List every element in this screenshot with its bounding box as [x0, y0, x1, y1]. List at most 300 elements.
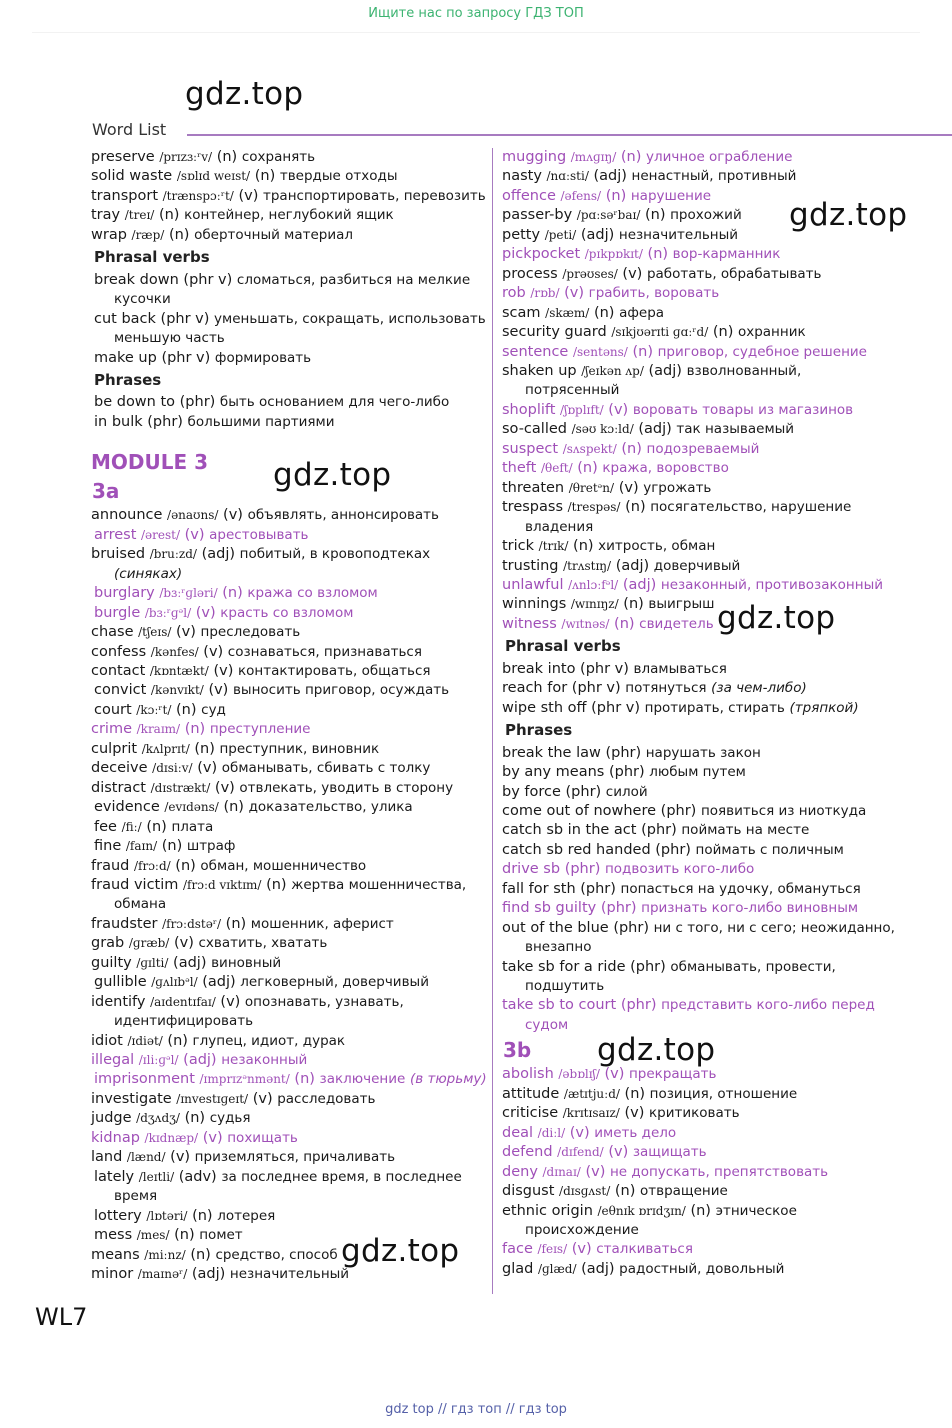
translation: преступление [209, 721, 311, 738]
headword: shaken up [502, 362, 577, 379]
entry-continuation [91, 565, 486, 584]
translation: потрясенный [525, 382, 620, 399]
vocab-entry [502, 1124, 922, 1143]
translation: идентифицировать [114, 1013, 254, 1030]
translation: прекращать [628, 1066, 717, 1083]
headword: find sb guilty [502, 900, 597, 917]
headword: abolish [502, 1066, 554, 1083]
vocab-entry [502, 479, 922, 498]
vocab-entry [502, 1260, 922, 1279]
translation: так называемый [676, 421, 795, 438]
headword: by any means [502, 764, 605, 781]
headword: imprisonment [94, 1071, 195, 1088]
vocab-entry [502, 1143, 922, 1162]
transcription: /trʌstɪŋ/ [563, 558, 612, 573]
translation: побитый, в кровоподтеках [239, 546, 431, 563]
part-of-speech: (n) [605, 187, 627, 204]
transcription: /kənfes/ [150, 644, 199, 659]
part-of-speech: (phr v) [160, 310, 210, 327]
translation: твердые отходы [279, 168, 398, 185]
part-of-speech: (phr) [600, 900, 637, 917]
translation: взволнованный, [686, 362, 802, 379]
transcription: /kɔːʳt/ [136, 702, 172, 717]
part-of-speech: (phr) [641, 822, 677, 839]
entry-continuation [91, 1187, 486, 1206]
translation: поймать с поличным [695, 841, 844, 858]
headword: trespass [502, 499, 564, 516]
vocab-entry [502, 245, 922, 264]
part-of-speech: (n) [577, 460, 598, 477]
translation: незначительный [229, 1266, 350, 1283]
vocab-entry [91, 1226, 486, 1245]
headword: drive sb [502, 861, 561, 878]
vocab-entry [502, 167, 922, 186]
headword: security guard [502, 324, 607, 341]
part-of-speech: (adj) [580, 226, 615, 243]
part-of-speech: (n) [176, 701, 197, 718]
headword: rob [502, 285, 526, 302]
translation: приземляться, причаливать [194, 1149, 396, 1166]
vocab-entry [91, 1032, 486, 1051]
entry-continuation [91, 329, 486, 348]
headword: take sb for a ride [502, 958, 626, 975]
vocab-entry [502, 440, 922, 459]
transcription: /sʌspekt/ [562, 441, 617, 456]
translation: незаконный [221, 1052, 308, 1069]
transcription: /ɪnvestɪɡeɪt/ [176, 1091, 249, 1106]
transcription: /dɪstrækt/ [150, 780, 211, 795]
vocab-entry [91, 915, 486, 934]
top-divider [32, 32, 920, 33]
transcription: /aɪdentɪfaɪ/ [150, 994, 216, 1009]
translation: появиться из ниоткуда [700, 802, 867, 819]
vocab-entry [91, 526, 486, 545]
translation: глупец, идиот, дурак [192, 1032, 346, 1049]
headword: guilty [91, 954, 132, 971]
headword: offence [502, 187, 556, 204]
vocab-entry [502, 401, 922, 420]
transcription: /bruːzd/ [149, 547, 197, 562]
part-of-speech: (n) [573, 538, 594, 555]
vocab-entry [91, 187, 486, 206]
headword: culprit [91, 740, 138, 757]
vocab-entry [502, 699, 922, 718]
headword: fine [94, 838, 122, 855]
vocab-entry [91, 413, 486, 432]
headword: make up [94, 349, 157, 366]
translation: иметь дело [594, 1124, 677, 1141]
headword: reach for [502, 680, 568, 697]
headword: face [502, 1241, 533, 1258]
vocab-entry [502, 763, 922, 782]
translation: любым путем [649, 764, 746, 781]
transcription: /prɪzɜːʳv/ [159, 150, 213, 164]
vocab-entry [91, 759, 486, 778]
headword: fraud [91, 857, 130, 874]
translation: красть со взломом [220, 604, 354, 621]
translation: этническое [715, 1202, 797, 1219]
vocab-entry [91, 1090, 486, 1109]
translation: нарушение [630, 187, 712, 204]
vocab-entry [91, 876, 486, 895]
headword: process [502, 265, 558, 282]
translation: объявлять, аннонсировать [247, 507, 440, 524]
part-of-speech: (n) [690, 1202, 711, 1219]
translation: критиковать [648, 1105, 740, 1122]
headword: court [94, 701, 132, 718]
translation: средство, способ [215, 1246, 338, 1263]
page-label: WL7 [35, 1303, 88, 1331]
vocab-entry [502, 420, 922, 439]
transcription: /leɪtli/ [138, 1169, 175, 1184]
part-of-speech: (n) [625, 499, 646, 516]
headword: grab [91, 935, 125, 952]
transcription: /trespəs/ [567, 500, 621, 515]
watermark: gdz.top [717, 600, 836, 636]
headword: contact [91, 662, 146, 679]
translation: подозреваемый [646, 440, 760, 457]
vocab-entry [91, 1265, 486, 1284]
translation: незначительный [618, 226, 739, 243]
transcription: /evɪdəns/ [164, 800, 219, 815]
headword: convict [94, 682, 147, 699]
headword: defend [502, 1144, 553, 1161]
transcription: /θeft/ [540, 461, 573, 476]
headword: preserve [91, 149, 155, 165]
translation: позиция, отношение [649, 1085, 798, 1102]
vocab-entry [91, 993, 486, 1012]
part-of-speech: (n) [624, 1085, 646, 1102]
transcription: /dʒʌdʒ/ [136, 1111, 180, 1126]
vocab-entry [91, 349, 486, 368]
transcription: /lɒtəri/ [146, 1208, 188, 1223]
vocab-entry [502, 343, 922, 362]
vocab-entry [502, 841, 922, 860]
vocab-entry [91, 662, 486, 681]
vocab-entry [502, 284, 922, 303]
vocab-entry [91, 584, 486, 603]
headword: deceive [91, 760, 148, 777]
translation: арестовывать [209, 526, 309, 543]
headword: trick [502, 538, 535, 555]
headword: investigate [91, 1090, 172, 1107]
part-of-speech: (v) [238, 187, 259, 204]
translation: поймать на месте [681, 822, 810, 839]
headword: solid waste [91, 168, 173, 185]
headword: deal [502, 1124, 534, 1141]
vocab-entry [91, 1207, 486, 1226]
translation: прохожий [670, 207, 742, 224]
vocab-entry [91, 545, 486, 564]
vocab-entry [91, 167, 486, 186]
headword: suspect [502, 440, 559, 457]
translation: нарушать закон [645, 744, 761, 761]
part-of-speech: (n) [647, 246, 669, 263]
translation: судом [525, 1016, 569, 1033]
translation: ни с того, ни с сего; неожиданно, [653, 919, 895, 936]
headword: come out of nowhere [502, 802, 657, 819]
translation: уличное ограбление [646, 149, 793, 165]
part-of-speech: (n) [593, 304, 615, 321]
translation: судья [209, 1110, 251, 1127]
part-of-speech: (n) [225, 915, 247, 932]
entry-continuation [502, 381, 922, 400]
headword: kidnap [91, 1129, 140, 1146]
translation: штраф [186, 838, 236, 855]
part-of-speech: (v) [208, 682, 229, 699]
module-heading: MODULE 3 [91, 450, 209, 475]
part-of-speech: (n) [192, 1207, 213, 1224]
right-column [502, 148, 922, 1279]
transcription: /ɪmprɪzᵊnmənt/ [199, 1072, 290, 1087]
translation: схватить, хватать [198, 935, 328, 952]
translation: подшутить [525, 978, 605, 995]
part-of-speech: (v) [622, 265, 643, 282]
part-of-speech: (adj) [173, 954, 207, 971]
headword: illegal [91, 1052, 135, 1069]
part-of-speech: (n) [294, 1071, 315, 1088]
translation: сломаться, разбиться на мелкие [236, 271, 471, 288]
translation: отвлекать, уводить в сторону [239, 779, 454, 796]
vocab-entry [91, 1148, 486, 1167]
translation: оберточный материал [194, 226, 354, 243]
section-heading: Phrasal verbs [505, 637, 621, 656]
vocab-entry [502, 595, 922, 614]
headword: disgust [502, 1183, 555, 1200]
transcription: /trɪk/ [538, 539, 569, 554]
transcription: /ɡɪlti/ [136, 955, 169, 970]
vocab-entry [502, 1065, 922, 1084]
headword: unlawful [502, 576, 564, 593]
headword: gullible [94, 974, 147, 991]
entry-continuation [502, 1221, 922, 1240]
headword: evidence [94, 799, 160, 816]
headword: announce [91, 507, 163, 524]
vocab-entry [502, 958, 922, 977]
vocab-entry [91, 623, 486, 642]
transcription: /mʌɡɪŋ/ [570, 150, 617, 164]
part-of-speech: (n) [614, 615, 635, 632]
transcription: /ɪdiət/ [127, 1033, 163, 1048]
part-of-speech: (v) [223, 507, 243, 524]
vocab-entry [91, 954, 486, 973]
part-of-speech: (phr) [605, 744, 642, 761]
translation: охранник [737, 324, 806, 341]
translation: внезапно [525, 939, 592, 956]
transcription: /faɪn/ [125, 839, 158, 854]
vocab-entry [502, 821, 922, 840]
vocab-entry [502, 1240, 922, 1259]
part-of-speech: (adj) [191, 1266, 226, 1283]
headword: idiot [91, 1032, 123, 1049]
translation: контактировать, общаться [237, 662, 431, 679]
part-of-speech: (v) [564, 285, 585, 302]
translation: кража со взломом [247, 585, 378, 602]
headword: so-called [502, 421, 567, 438]
translation: похищать [227, 1129, 298, 1146]
transcription: /pɑːsəʳbaɪ/ [576, 208, 641, 223]
transcription: /kʌlprɪt/ [141, 741, 190, 756]
vocab-entry [91, 1246, 486, 1265]
transcription: /ʌnlɔːfᵊl/ [568, 577, 619, 592]
part-of-speech: (n) [174, 1227, 195, 1244]
part-of-speech: (n) [223, 799, 244, 816]
part-of-speech: (n) [266, 876, 287, 893]
vocab-entry [502, 304, 922, 323]
part-of-speech: (v) [173, 935, 194, 952]
vocab-entry [502, 1182, 922, 1201]
translation: расследовать [277, 1090, 376, 1107]
headword: mugging [502, 149, 567, 165]
headword: burgle [94, 604, 141, 621]
part-of-speech: (v) [608, 401, 629, 418]
headword: take sb to court [502, 997, 617, 1014]
vocab-entry [91, 393, 486, 412]
transcription: /kɪdnæp/ [144, 1130, 199, 1145]
headword: arrest [94, 526, 137, 543]
part-of-speech: (phr) [147, 413, 183, 430]
vocab-entry [502, 1163, 922, 1182]
part-of-speech: (adj) [201, 546, 236, 563]
entry-continuation [502, 518, 922, 537]
vocab-entry [91, 1051, 486, 1070]
transcription: /tʃeɪs/ [138, 625, 172, 640]
vocab-entry [91, 271, 486, 290]
transcription: /pɪkpɒkɪt/ [584, 247, 643, 262]
translation: кусочки [114, 291, 171, 308]
headword: lately [94, 1168, 135, 1185]
part-of-speech: (adj) [638, 421, 672, 438]
column-divider [492, 148, 493, 1294]
transcription: /kənvɪkt/ [150, 683, 204, 698]
translation: быть основанием для чего-либо [219, 394, 450, 411]
transcription: /ɡlæd/ [537, 1261, 577, 1276]
part-of-speech: (n) [623, 596, 644, 613]
part-of-speech: (phr v) [183, 271, 233, 288]
word-list-title: Word List [92, 120, 167, 139]
translation: преследовать [200, 624, 301, 641]
headword: criticise [502, 1105, 559, 1122]
transcription: /diːl/ [537, 1125, 566, 1140]
translation: вор-карманник [672, 246, 781, 263]
headword: glad [502, 1260, 534, 1277]
watermark: gdz.top [341, 1233, 460, 1269]
vocab-entry [502, 660, 922, 679]
vocab-entry [91, 206, 486, 225]
vocab-entry [91, 837, 486, 856]
translation: большими партиями [187, 413, 335, 430]
headword: trusting [502, 557, 559, 574]
watermark: gdz.top [597, 1032, 716, 1068]
vocab-entry [91, 681, 486, 700]
part-of-speech: (adj) [593, 168, 627, 185]
translation: ненастный, противный [631, 168, 797, 185]
vocab-entry [91, 779, 486, 798]
vocab-entry [502, 899, 922, 918]
part-of-speech: (v) [618, 479, 639, 496]
headword: deny [502, 1163, 538, 1180]
translation: мошенник, аферист [250, 915, 394, 932]
headword: out of the blue [502, 919, 609, 936]
part-of-speech: (n) [222, 585, 243, 602]
part-of-speech: (n) [632, 343, 653, 360]
headword: be down to [94, 394, 176, 411]
part-of-speech: (v) [585, 1163, 606, 1180]
translation: доверчивый [653, 557, 741, 574]
vocab-entry [502, 880, 922, 899]
vocab-entry [502, 783, 922, 802]
headword: winnings [502, 596, 567, 613]
vocab-entry [502, 226, 922, 245]
headword: burglary [94, 585, 155, 602]
part-of-speech: (adj) [648, 362, 682, 379]
headword: means [91, 1246, 140, 1263]
transcription: /kɒntækt/ [149, 663, 209, 678]
translation: виновный [211, 954, 282, 971]
part-of-speech: (phr) [564, 861, 601, 878]
vocab-entry [502, 679, 922, 698]
part-of-speech: (n) [184, 1110, 206, 1127]
part-of-speech: (n) [158, 207, 180, 224]
vocab-entry [91, 720, 486, 739]
vocab-entry [91, 701, 486, 720]
entry-continuation [91, 290, 486, 309]
part-of-speech: (n) [254, 168, 276, 185]
headword: theft [502, 460, 537, 477]
vocab-entry [502, 1104, 922, 1123]
title-rule [187, 134, 952, 136]
vocab-entry [91, 310, 486, 329]
part-of-speech: (phr v) [161, 349, 211, 366]
translation: силой [605, 783, 648, 800]
part-of-speech: (n) [161, 838, 183, 855]
transcription: /ərest/ [141, 527, 181, 542]
transcription: /lænd/ [126, 1150, 166, 1165]
vocab-entry [91, 1129, 486, 1148]
headword: pickpocket [502, 246, 581, 263]
transcription: /mes/ [136, 1228, 170, 1243]
transcription: /dɪsɡʌst/ [559, 1184, 611, 1199]
headword: in bulk [94, 413, 143, 430]
vocab-entry [91, 740, 486, 759]
transcription: /ætɪtjuːd/ [563, 1086, 620, 1101]
translation: плата [171, 818, 214, 835]
part-of-speech: (n) [621, 440, 642, 457]
part-of-speech: (n) [216, 149, 238, 165]
entry-continuation [91, 895, 486, 914]
section-heading: Phrases [505, 721, 573, 740]
vocab-entry [502, 265, 922, 284]
translation: (синяках) [114, 565, 183, 582]
transcription: /rɒb/ [530, 286, 560, 301]
transcription: /maɪnəʳ/ [137, 1267, 188, 1282]
transcription: /dɪsiːv/ [152, 761, 193, 776]
part-of-speech: (phr) [655, 841, 691, 858]
translation: происхождение [525, 1222, 639, 1239]
headword: scam [502, 304, 541, 321]
translation: суд [201, 701, 226, 718]
part-of-speech: (v) [624, 1105, 645, 1122]
translation: контейнер, неглубокий ящик [184, 207, 394, 224]
translation: протирать, стирать [644, 699, 785, 716]
headword: passer-by [502, 207, 573, 224]
vocab-entry [502, 459, 922, 478]
translation: транспортировать, перевозить [262, 187, 486, 204]
part-of-speech: (v) [604, 1066, 625, 1083]
transcription: /ræp/ [131, 227, 165, 242]
transcription: /treɪ/ [124, 208, 155, 223]
vocab-entry [91, 818, 486, 837]
